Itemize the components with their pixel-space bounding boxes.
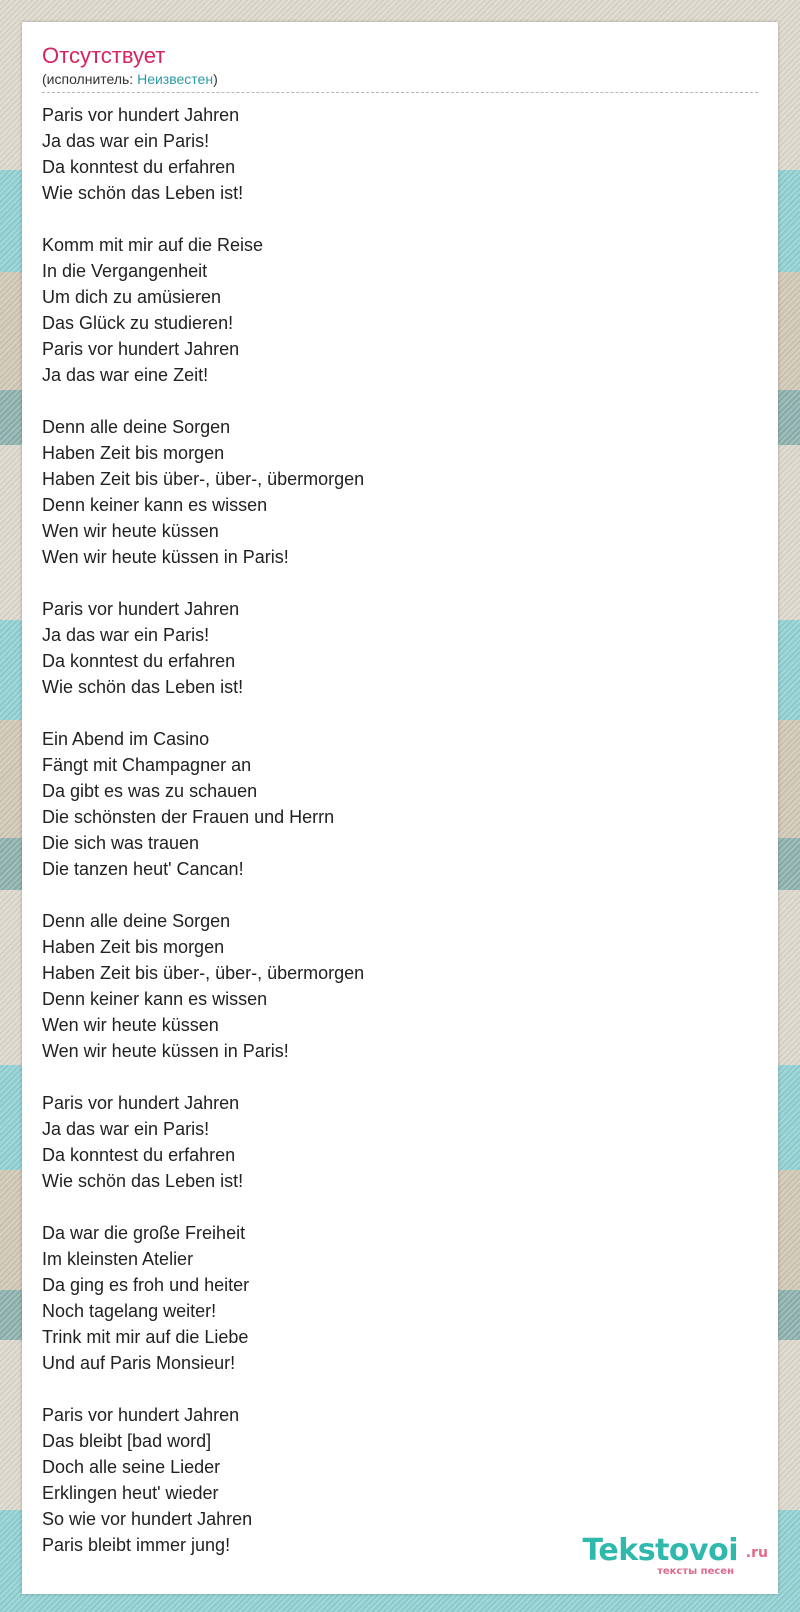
lyrics-stanza (42, 1090, 758, 1194)
lyrics-line: Im kleinsten Atelier (42, 1249, 194, 1269)
lyrics-line: Wen wir heute küssen in Paris! (42, 547, 289, 567)
header-divider (42, 92, 758, 93)
lyrics-line: Denn alle deine Sorgen (42, 911, 231, 931)
lyrics-line: Ja das war ein Paris! (42, 131, 210, 151)
lyrics-line: Das Glück zu studieren! (42, 313, 234, 333)
lyrics-line: Die schönsten der Frauen und Herrn (42, 807, 335, 827)
artist-link[interactable]: Неизвестен (137, 71, 214, 87)
lyrics-stanza (42, 596, 758, 700)
lyrics-line: So wie vor hundert Jahren (42, 1509, 253, 1529)
lyrics-stanza (42, 102, 758, 206)
lyrics-line: Wen wir heute küssen (42, 521, 219, 541)
lyrics-text (42, 102, 758, 1584)
lyrics-line: Erklingen heut' wieder (42, 1483, 219, 1503)
logo-name: Tekstovoi (582, 1533, 738, 1568)
lyrics-line: Denn alle deine Sorgen (42, 417, 231, 437)
lyrics-stanza (42, 908, 758, 1064)
lyrics-line: Wen wir heute küssen (42, 1015, 219, 1035)
lyrics-line: Das bleibt [bad word] (42, 1431, 212, 1451)
lyrics-line: Paris vor hundert Jahren (42, 1405, 240, 1425)
lyrics-line: Denn keiner kann es wissen (42, 989, 268, 1009)
lyrics-line: Da konntest du erfahren (42, 651, 236, 671)
lyrics-stanza (42, 726, 758, 882)
lyrics-line: Wie schön das Leben ist! (42, 183, 244, 203)
lyrics-line: Paris vor hundert Jahren (42, 105, 240, 125)
artist-prefix: (исполнитель: (42, 71, 138, 87)
lyrics-line: Trink mit mir auf die Liebe (42, 1327, 249, 1347)
lyrics-line: Komm mit mir auf die Reise (42, 235, 264, 255)
lyrics-stanza (42, 1220, 758, 1376)
logo-tagline: тексты песен (657, 1566, 734, 1577)
lyrics-line: Da war die große Freiheit (42, 1223, 246, 1243)
lyrics-stanza (42, 232, 758, 388)
lyrics-line: Paris vor hundert Jahren (42, 599, 240, 619)
lyrics-line: Die tanzen heut' Cancan! (42, 859, 244, 879)
lyrics-line: Haben Zeit bis über-, über-, übermorgen (42, 469, 365, 489)
lyrics-line: Da gibt es was zu schauen (42, 781, 258, 801)
site-logo[interactable] (568, 1534, 768, 1582)
lyrics-line: Wie schön das Leben ist! (42, 1171, 244, 1191)
lyrics-line: Doch alle seine Lieder (42, 1457, 221, 1477)
lyrics-line: Fängt mit Champagner an (42, 755, 252, 775)
lyrics-line: In die Vergangenheit (42, 261, 208, 281)
lyrics-line: Die sich was trauen (42, 833, 200, 853)
lyrics-line: Denn keiner kann es wissen (42, 495, 268, 515)
lyrics-line: Paris vor hundert Jahren (42, 339, 240, 359)
lyrics-line: Haben Zeit bis über-, über-, übermorgen (42, 963, 365, 983)
artist-line (42, 70, 758, 88)
lyrics-line: Noch tagelang weiter! (42, 1301, 217, 1321)
lyrics-line: Da ging es froh und heiter (42, 1275, 250, 1295)
logo-tld: .ru (745, 1545, 768, 1561)
lyrics-line: Da konntest du erfahren (42, 157, 236, 177)
lyrics-line: Haben Zeit bis morgen (42, 937, 225, 957)
lyrics-stanza (42, 414, 758, 570)
artist-suffix: ) (213, 71, 218, 87)
lyrics-line: Wen wir heute küssen in Paris! (42, 1041, 289, 1061)
lyrics-line: Paris vor hundert Jahren (42, 1093, 240, 1113)
lyrics-line: Ja das war eine Zeit! (42, 365, 209, 385)
lyrics-line: Ja das war ein Paris! (42, 1119, 210, 1139)
lyrics-line: Haben Zeit bis morgen (42, 443, 225, 463)
lyrics-card (22, 22, 778, 1594)
lyrics-line: Ja das war ein Paris! (42, 625, 210, 645)
lyrics-line: Paris bleibt immer jung! (42, 1535, 231, 1555)
song-title: Отсутствует (42, 43, 166, 68)
lyrics-line: Da konntest du erfahren (42, 1145, 236, 1165)
lyrics-line: Ein Abend im Casino (42, 729, 210, 749)
lyrics-line: Wie schön das Leben ist! (42, 677, 244, 697)
song-header (42, 42, 758, 88)
lyrics-line: Um dich zu amüsieren (42, 287, 222, 307)
lyrics-line: Und auf Paris Monsieur! (42, 1353, 236, 1373)
